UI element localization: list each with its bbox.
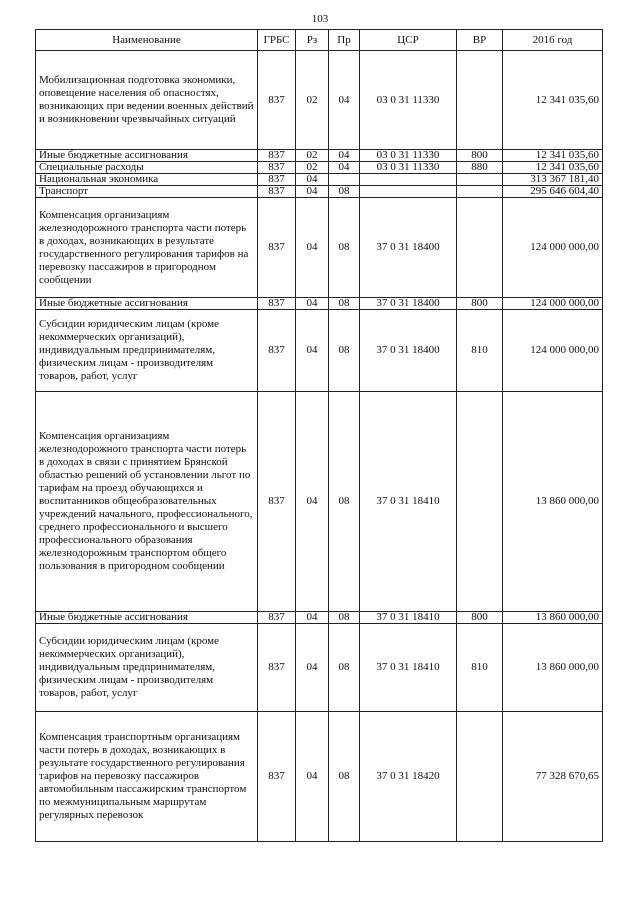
row-csr: 37 0 31 18410 (360, 392, 457, 612)
row-pr: 08 (329, 624, 360, 712)
table-row (36, 150, 603, 162)
row-csr (360, 174, 457, 186)
row-pr (329, 174, 360, 186)
row-grbs: 837 (258, 298, 296, 310)
row-grbs: 837 (258, 186, 296, 198)
table-row (36, 198, 603, 298)
row-rz: 04 (296, 712, 329, 842)
row-grbs: 837 (258, 150, 296, 162)
row-grbs: 837 (258, 174, 296, 186)
row-amount: 124 000 000,00 (503, 198, 603, 298)
row-name: Специальные расходы (36, 162, 258, 174)
row-vr (457, 174, 503, 186)
row-rz: 04 (296, 174, 329, 186)
col-header-rz: Рз (296, 30, 329, 51)
row-amount: 13 860 000,00 (503, 392, 603, 612)
row-pr: 08 (329, 712, 360, 842)
row-rz: 04 (296, 624, 329, 712)
row-pr: 04 (329, 150, 360, 162)
row-amount: 12 341 035,60 (503, 51, 603, 150)
header-row (36, 30, 603, 51)
row-rz: 04 (296, 186, 329, 198)
table-row (36, 162, 603, 174)
row-grbs: 837 (258, 392, 296, 612)
row-csr: 37 0 31 18420 (360, 712, 457, 842)
page-number: 103 (311, 13, 329, 25)
row-rz: 04 (296, 310, 329, 392)
row-vr: 810 (457, 310, 503, 392)
row-name: Иные бюджетные ассигнования (36, 612, 258, 624)
row-vr: 880 (457, 162, 503, 174)
row-csr: 03 0 31 11330 (360, 150, 457, 162)
col-header-vr: ВР (457, 30, 503, 51)
row-name: Субсидии юридическим лицам (кроме некоммерческих организаций), индивидуальным предпринимателям, физическим лицам - производителям товаров, работ, услуг (36, 624, 258, 712)
row-grbs: 837 (258, 51, 296, 150)
row-name: Иные бюджетные ассигнования (36, 150, 258, 162)
row-vr: 810 (457, 624, 503, 712)
row-vr (457, 712, 503, 842)
col-header-csr: ЦСР (360, 30, 457, 51)
row-vr (457, 198, 503, 298)
row-name: Транспорт (36, 186, 258, 198)
row-amount: 13 860 000,00 (503, 624, 603, 712)
row-rz: 04 (296, 198, 329, 298)
row-amount: 295 646 604,40 (503, 186, 603, 198)
table-row (36, 712, 603, 842)
row-vr: 800 (457, 150, 503, 162)
table-row (36, 174, 603, 186)
row-vr (457, 51, 503, 150)
row-rz: 04 (296, 612, 329, 624)
row-csr: 37 0 31 18400 (360, 298, 457, 310)
row-grbs: 837 (258, 612, 296, 624)
row-csr: 37 0 31 18410 (360, 624, 457, 712)
row-amount: 124 000 000,00 (503, 310, 603, 392)
row-name: Национальная экономика (36, 174, 258, 186)
row-name: Иные бюджетные ассигнования (36, 298, 258, 310)
row-csr: 03 0 31 11330 (360, 162, 457, 174)
row-pr: 08 (329, 298, 360, 310)
row-pr: 08 (329, 612, 360, 624)
row-rz: 04 (296, 392, 329, 612)
table-row (36, 392, 603, 612)
row-name: Субсидии юридическим лицам (кроме некоммерческих организаций), индивидуальным предпринимателям, физическим лицам - производителям товаров, работ, услуг (36, 310, 258, 392)
col-header-name: Наименование (36, 30, 258, 51)
table-row (36, 186, 603, 198)
table-row (36, 298, 603, 310)
row-pr: 08 (329, 392, 360, 612)
row-pr: 08 (329, 198, 360, 298)
row-grbs: 837 (258, 198, 296, 298)
row-amount: 124 000 000,00 (503, 298, 603, 310)
row-csr (360, 186, 457, 198)
row-rz: 02 (296, 162, 329, 174)
row-grbs: 837 (258, 624, 296, 712)
budget-table (35, 29, 603, 842)
table-row (36, 51, 603, 150)
row-amount: 313 367 181,40 (503, 174, 603, 186)
row-vr: 800 (457, 612, 503, 624)
row-grbs: 837 (258, 310, 296, 392)
row-csr: 03 0 31 11330 (360, 51, 457, 150)
row-pr: 04 (329, 51, 360, 150)
row-name: Компенсация организациям железнодорожного транспорта части потерь в доходах, возникающих в результате государственного регулирования тарифов на перевозку пассажиров в пригородном сообщении (36, 198, 258, 298)
col-header-year: 2016 год (503, 30, 603, 51)
row-csr: 37 0 31 18400 (360, 198, 457, 298)
row-amount: 12 341 035,60 (503, 150, 603, 162)
row-amount: 13 860 000,00 (503, 612, 603, 624)
row-pr: 08 (329, 310, 360, 392)
table-row (36, 310, 603, 392)
row-rz: 04 (296, 298, 329, 310)
row-pr: 04 (329, 162, 360, 174)
row-grbs: 837 (258, 712, 296, 842)
row-vr: 800 (457, 298, 503, 310)
row-csr: 37 0 31 18400 (360, 310, 457, 392)
row-vr (457, 392, 503, 612)
col-header-grbs: ГРБС (258, 30, 296, 51)
row-vr (457, 186, 503, 198)
row-name: Компенсация транспортным организациям части потерь в доходах, возникающих в результате государственного регулирования тарифов на перевозку пассажиров автомобильным пассажирским транспортом по межмуниципальным маршрутам регулярных перевозок (36, 712, 258, 842)
row-csr: 37 0 31 18410 (360, 612, 457, 624)
table-row (36, 612, 603, 624)
col-header-pr: Пр (329, 30, 360, 51)
row-amount: 77 328 670,65 (503, 712, 603, 842)
row-amount: 12 341 035,60 (503, 162, 603, 174)
row-name: Компенсация организациям железнодорожного транспорта части потерь в доходах в связи с принятием Брянской областью решений об установлении льгот по тарифам на проезд обучающихся и воспитанников общеобразовательных учреждений начального, профессионального, среднего профессионального и высшего профессионального образования железнодорожным транспортом общего пользования в пригородном сообщении (36, 392, 258, 612)
row-rz: 02 (296, 150, 329, 162)
row-grbs: 837 (258, 162, 296, 174)
row-name: Мобилизационная подготовка экономики, оповещение населения об опасностях, возникающих при ведении военных действий и возникновении чрезвычайных ситуаций (36, 51, 258, 150)
table-row (36, 624, 603, 712)
row-rz: 02 (296, 51, 329, 150)
row-pr: 08 (329, 186, 360, 198)
